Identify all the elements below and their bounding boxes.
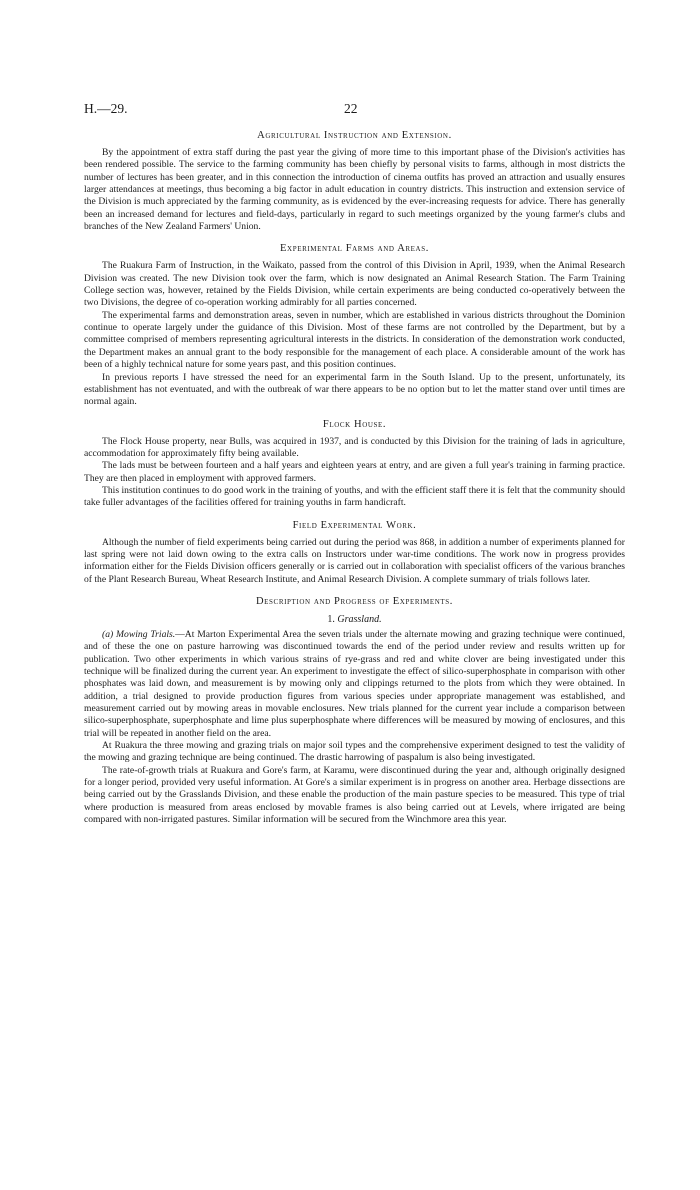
paragraph: The rate-of-growth trials at Ruakura and Gore's farm, at Karamu, were discontinued during the year and, although originally designed for a longer period, provided very useful information. At Gore's a similar experiment is in progress on another area. Herbage dissections are being carried out by the Grasslands Division, and these enable the production of the main pasture species to be measured. This type of trial where production is measured from areas enclosed by movable frames is also being carried out at Levels, where irrigated are being compared with non-irrigated pastures. Similar information will be secured from the Winchmore area this year. <box>84 764 625 826</box>
paragraph: At Ruakura the three mowing and grazing trials on major soil types and the comprehensive experiment designed to test the validity of the mowing and grazing technique are being continued. The drastic harrowing of paspalum is also being investigated. <box>84 740 625 764</box>
paragraph: By the appointment of extra staff during the past year the giving of more time to this important phase of the Division's activities has been rendered possible. The service to the farming community has been chiefly by personal visits to farms, although in most districts the number of lectures has been greater, and in this connection the introduction of cinema outfits has proved an attraction and usually ensures larger attendances at meetings, thus becoming a big factor in adult education in country districts. This instruction and extension service of the Division is much appreciated by the farming community, as is evidenced by the ever-increasing requests for advice. There has generally been an increased demand for lectures and field-days, particularly in regard to such meetings organized by the young farmer's clubs and branches of the New Zealand Farmers' Union. <box>84 147 625 233</box>
section-heading: Agricultural Instruction and Extension. <box>257 130 452 141</box>
section-heading: Description and Progress of Experiments. <box>256 595 453 607</box>
subsection-title: Grassland. <box>337 613 382 625</box>
page-number: 22 <box>344 101 358 116</box>
paragraph: The lads must be between fourteen and a half years and eighteen years at entry, and are given a full year's training in farming practice. They are then placed in employment with approved farmers. <box>84 460 625 484</box>
paragraph: The Ruakura Farm of Instruction, in the Waikato, passed from the control of this Division in April, 1939, when the Animal Research Division was created. The new Division took over the farm, which is now designated an Animal Research Station. The Farm Training College section was, however, retained by the Fields Division, while certain experiments are being conducted co-operatively between the two Divisions, the degree of co-operation working admirably for all parties concerned. <box>84 260 625 309</box>
document-page <box>84 100 625 826</box>
paragraph: The experimental farms and demonstration areas, seven in number, which are established in various districts throughout the Dominion continue to operate largely under the guidance of this Division. Most of these farms are not controlled by the Department, but by a committee comprised of members representing agricultural interests in the districts. In consideration of the demonstration work conducted, the Department makes an annual grant to the body responsible for the management of each place. A considerable amount of the work has been of a highly technical nature for some years past, and this position continues. <box>84 309 625 371</box>
subsection-number: 1. <box>327 613 335 625</box>
section-experiments <box>84 595 625 827</box>
running-header <box>84 100 625 120</box>
section-heading: Flock House. <box>322 418 387 430</box>
paragraph-body: —At Marton Experimental Area the seven trials under the alternate mowing and grazing technique were continued, and of these the one on pasture harrowing was discontinued towards the end of the period under review and results written up for publication. Two other experiments in which various strains of rye-grass and red and white clover are being investigated under this technique will be finalized during the current year. An experiment to investigate the effect of silico-superphosphate in comparison with other phosphates was laid down, and measurement is by mowing only and clippings returned to the plots from which they were obtained. In addition, a trial designed to provide production figures from various species under appropriate management was established, and measurement carried out by mowing areas in movable enclosures. New trials planned for the current year include a comparison between silico-superphosphate, superphosphate and lime plus superphosphate where differences will be measured by mowing of enclosures, and this trial will be repeated in another field on the area. <box>84 628 625 739</box>
section-agricultural-instruction <box>84 129 625 233</box>
paragraph: In previous reports I have stressed the need for an experimental farm in the South Island. Up to the present, unfortunately, its establishment has not eventuated, and with the outbreak of war there appears to be no option but to let the matter stand over until times are normal again. <box>84 371 625 408</box>
paragraph-lead: (a) Mowing Trials. <box>102 628 176 640</box>
paragraph: Although the number of field experiments being carried out during the period was 868, in addition a number of experiments planned for last spring were not laid down owing to the extra calls on Instructors under war-time conditions. The work now in progress provides information either for the Fields Division officers generally or is carried out in collaboration with specialist officers of the various branches of the Plant Research Bureau, Wheat Research Institute, and Animal Research Division. A complete summary of trials follows later. <box>84 536 625 585</box>
report-reference: H.—29. <box>84 101 128 116</box>
section-field-experimental-work <box>84 519 625 586</box>
paragraph-mowing-trials <box>84 629 625 740</box>
section-heading: Field Experimental Work. <box>292 519 417 531</box>
paragraph: This institution continues to do good work in the training of youths, and with the efficient staff there it is felt that the community should take fuller advantages of the facilities offered for training youths in farm handicraft. <box>84 484 625 509</box>
section-heading: Experimental Farms and Areas. <box>280 243 429 255</box>
section-experimental-farms <box>84 242 625 408</box>
section-flock-house <box>84 418 625 510</box>
paragraph: The Flock House property, near Bulls, was acquired in 1937, and is conducted by this Division for the training of lads in agriculture, accommodation for approximately fifty being available. <box>84 435 625 459</box>
subsection-heading <box>84 613 625 626</box>
